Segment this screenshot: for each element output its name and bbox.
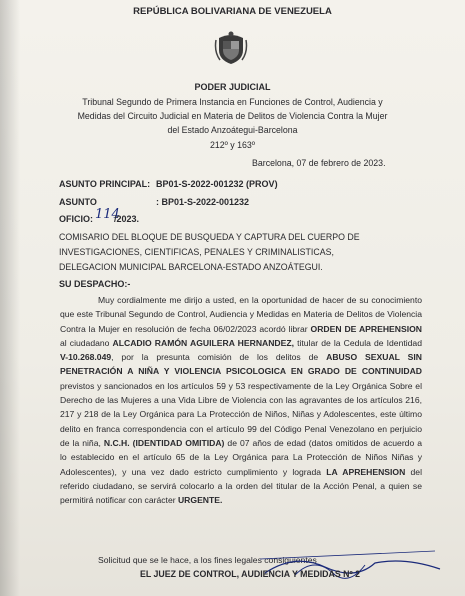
asunto-value: : BP01-S-2022-001232 (156, 197, 250, 207)
order-phrase: ORDEN DE APREHENSION (310, 323, 422, 334)
accused-name: ALCADIO RAMÓN AGUILERA HERNANDEZ, (112, 337, 295, 348)
p1-text-a: Muy cordialmente me dirijo a usted, en la oportunidad de hacer de su conocimiento que este Tribunal Segundo de Control, Audiencia y Medidas en Materia de Delitos de Violencia Contra la Mujer en resolución de fecha 06/02/2023 acordó librar (60, 295, 422, 334)
place-date: Barcelona, 07 de febrero de 2023. (252, 158, 386, 168)
salutation: SU DESPACHO:- (59, 279, 131, 289)
urgent-word: URGENTE. (177, 495, 223, 506)
country-heading: REPÚBLICA BOLIVARIANA DE VENEZUELA (133, 6, 332, 17)
asunto-principal-label: ASUNTO PRINCIPAL: (59, 179, 151, 189)
asunto-label: ASUNTO (59, 197, 97, 207)
signature-title: EL JUEZ DE CONTROL, AUDIENCIA Y MEDIDAS Nº 2 (140, 569, 361, 579)
addressee-line-3: DELEGACION MUNICIPAL BARCELONA-ESTADO ANZOÁTEGUI. (59, 262, 323, 272)
addressee-line-1: COMISARIO DEL BLOQUE DE BUSQUEDA Y CAPTURA DEL CUERPO DE (59, 232, 360, 242)
p1-text-e: previstos y sancionados en los artículos 59 y 53 respectivamente de la Ley Orgánica Sobre el Derecho de las Mujeres a una Vida Libre de Violencia con las agravantes de los artículos 216, 217 y 218 de la Ley Orgánica para La Protección de Niños, Niñas y Adolescentes, este último delito en franca correspondencia con el artículo 99 del Código Penal Venezolano en perjuicio de la niña, (60, 380, 422, 448)
oficio-label: OFICIO: (59, 214, 93, 224)
asunto-principal-value: BP01-S-2022-001232 (PROV) (156, 179, 278, 189)
addressee-line-2: INVESTIGACIONES, CIENTIFICAS, PENALES Y CRIMINALISTICAS, (59, 247, 334, 257)
id-number: V-10.268.049 (60, 352, 112, 363)
p1-text-b: al ciudadano (60, 337, 113, 348)
court-line-1: Tribunal Segundo de Primera Instancia en Funciones de Control, Audiencia y (82, 97, 383, 107)
victim-identifier: N.C.H. (IDENTIDAD OMITIDA) (103, 437, 225, 448)
p1-text-f: de 07 años de edad (datos omitidos de acuerdo a lo establecido en el artículo 65 de la Ley Orgánica para La Protección de Niños Niñas y Adolescentes), y una vez dado estricto cumplimiento y lograda (60, 437, 423, 477)
arrest-phrase: LA APREHENSION (326, 466, 406, 477)
coat-of-arms-icon (214, 30, 248, 66)
years-line: 212º y 163º (209, 140, 256, 150)
p1-text-d: , por la presunta comisión de los delitos de (111, 352, 327, 363)
branch-heading: PODER JUDICIAL (194, 82, 271, 92)
p1-text-g: del referido ciudadano, se servirá colocarlo a la orden del titular de la Acción Penal, a quien se permitirá notificar con carácter (60, 466, 422, 506)
court-line-2: Medidas del Circuito Judicial en Materia de Delitos de Violencia Contra la Mujer (77, 111, 388, 121)
crime-description: ABUSO SEXUAL SIN PENETRACIÓN A NIÑA Y VIOLENCIA PSICOLOGICA EN GRADO DE CONTINUIDAD (60, 352, 422, 377)
closing-line: Solicitud que se le hace, a los fines legales consiguientes (98, 555, 317, 565)
court-line-3: del Estado Anzoátegui-Barcelona (167, 125, 298, 135)
p1-text-c: titular de la Cedula de Identidad (294, 337, 422, 348)
oficio-year: /2023. (114, 214, 140, 224)
oficio-number-handwritten: 114 (95, 207, 120, 222)
body-paragraph (60, 293, 422, 507)
